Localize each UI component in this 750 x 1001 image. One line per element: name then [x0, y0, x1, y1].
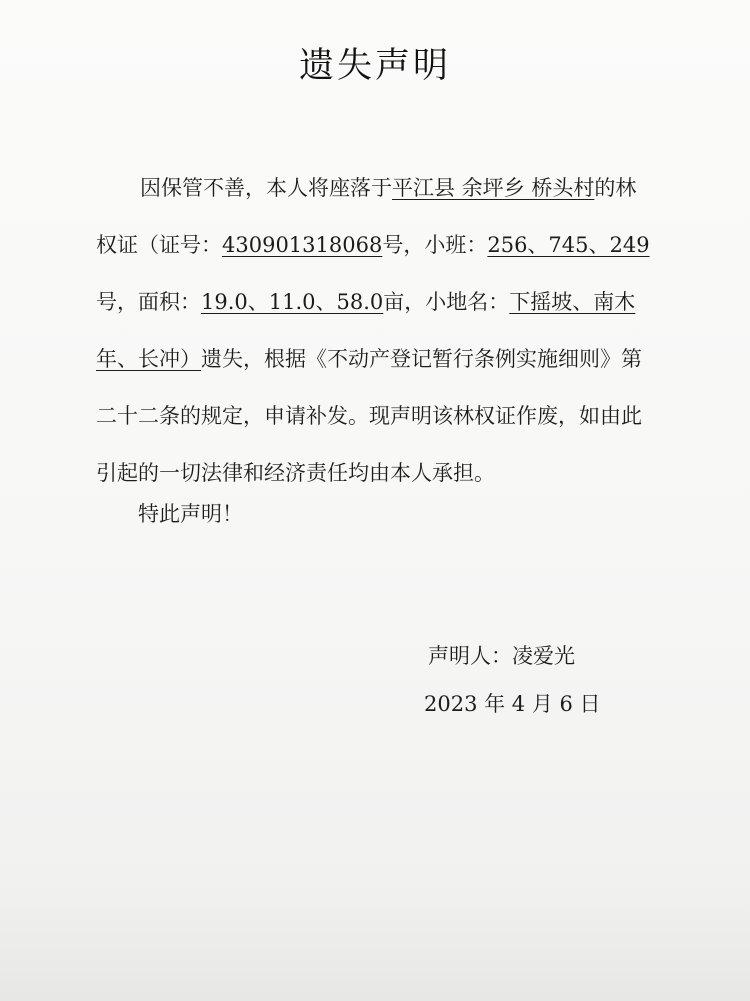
paragraph-line-1	[96, 160, 708, 217]
declarant-signature: 声明人：凌爱光	[428, 644, 575, 668]
paragraph-line-5	[96, 388, 708, 445]
place-names-part2: 年、长冲）	[96, 347, 201, 371]
line4-text: 遗失，根据《不动产登记暂行条例实施细则》第	[201, 347, 642, 371]
paragraph-line-3	[96, 274, 708, 331]
paragraph-line-2	[96, 217, 708, 274]
plot-numbers: 256、745、249	[487, 233, 650, 257]
statement-paragraph	[96, 160, 708, 502]
paragraph-line-4	[96, 331, 708, 388]
place-names-part1: 下摇坡、南木	[509, 290, 636, 314]
line3-text-a: 号，面积：	[96, 290, 201, 314]
line5-text: 二十二条的规定，申请补发。现声明该林权证作废，如由此	[96, 404, 642, 428]
paragraph-line-6	[96, 445, 708, 502]
line6-text: 引起的一切法律和经济责任均由本人承担。	[96, 461, 495, 485]
area-values: 19.0、11.0、58.0	[201, 290, 384, 314]
document-title: 遗失声明	[298, 46, 451, 86]
declaration-date: 2023 年 4 月 6 日	[424, 692, 601, 716]
line1-text-b: 的林	[594, 176, 637, 200]
forest-location: 平江县 余坪乡 桥头村	[392, 176, 595, 200]
line1-text-a: 因保管不善，本人将座落于	[140, 176, 392, 200]
line2-text-b: 号，小班：	[382, 233, 488, 257]
line2-text-a: 权证（证号：	[96, 233, 222, 257]
closing-statement: 特此声明！	[138, 502, 243, 526]
certificate-number: 430901318068	[222, 233, 383, 257]
line3-text-b: 亩，小地名：	[383, 290, 510, 314]
